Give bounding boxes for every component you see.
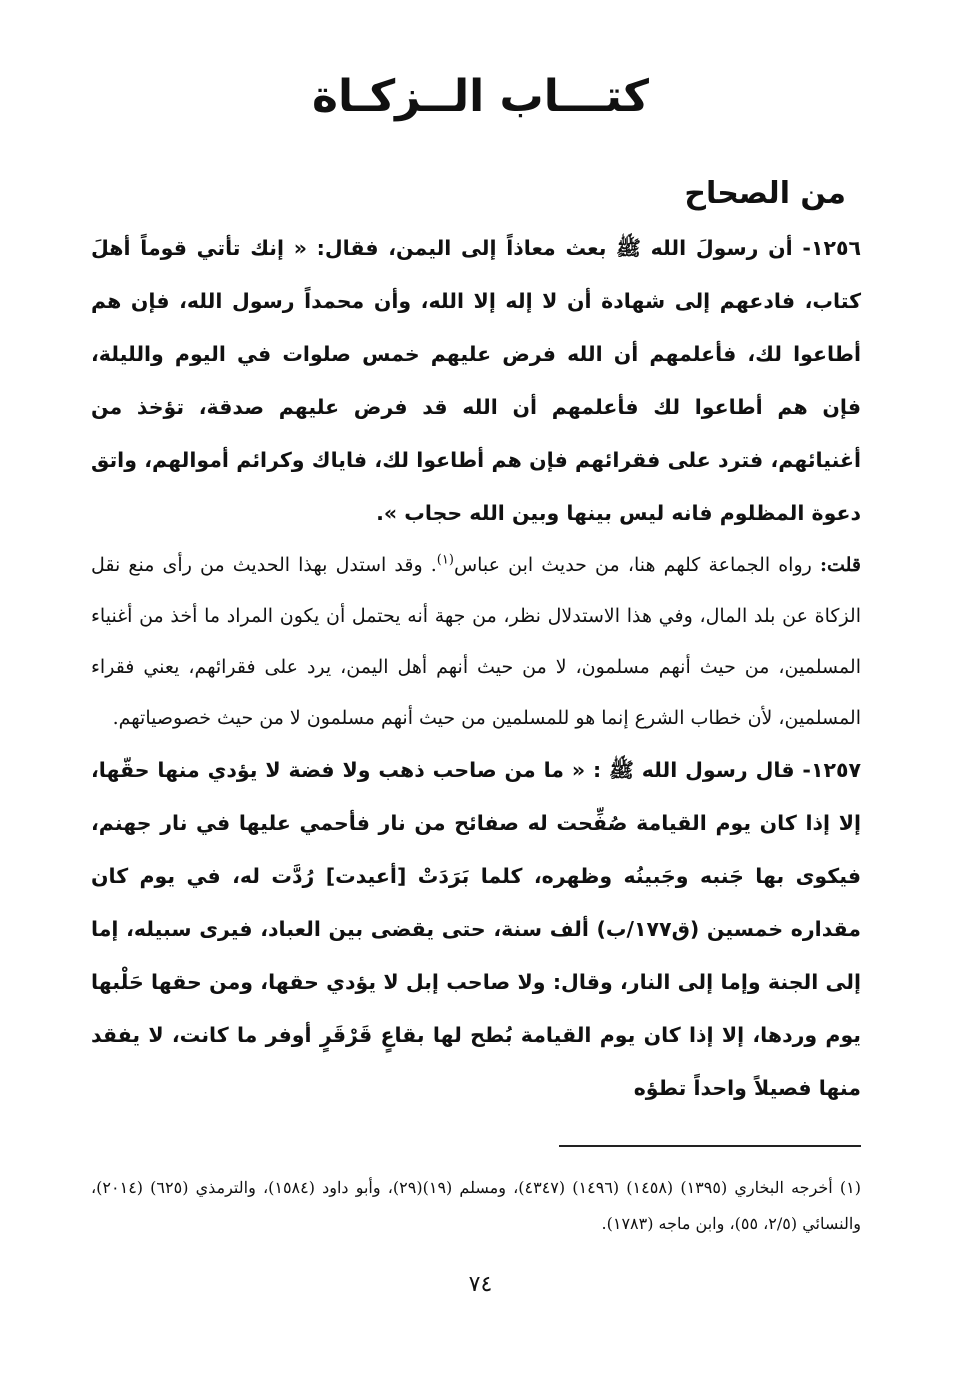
footnote-reference[interactable]: (١)	[436, 552, 454, 568]
hadith-1256: ١٢٥٦- أن رسولَ الله ﷺ بعث معاذاً إلى اليمن، فقال: « إنك تأتي قوماً أهلَ كتاب، فادعهم إلى شهادة أن لا إله إلا الله، وأن محمداً رسول الله، فإن هم أطاعوا لك، فأعلمهم أن الله فرض عليهم خمس صلوات في اليوم والليلة، فإن هم أطاعوا لك فأعلمهم أن الله قد فرض عليهم صدقة، تؤخذ من أغنيائهم، فترد على فقرائهم فإن هم أطاعوا لك، فاياك وكرائم أموالهم، واتق دعوة المظلوم فانه ليس بينها وبين الله حجاب ».	[91, 236, 861, 525]
page-number: ٧٤	[468, 1272, 493, 1297]
main-text	[91, 222, 861, 1115]
commentary-label: قلت:	[819, 554, 861, 576]
chapter-title: كتـــاب الــزكـاة	[312, 71, 649, 122]
commentary-paragraph	[91, 540, 861, 744]
commentary-text-part2: . وقد استدل بهذا الحديث من رأى منع نقل الزكاة عن بلد المال، وفي هذا الاستدلال نظر، من جهة أنه يحتمل أن يكون المراد ما أخذ من أغنياء المسلمين، من حيث أنهم مسلمون، لا من حيث أنهم أهل اليمن، يرد على فقرائهم، يعني فقراء المسلمين، لأن خطاب الشرع إنما هو للمسلمين من حيث أنهم مسلمون لا من حيث خصوصياتهم.	[91, 554, 861, 729]
hadith-1257: ١٢٥٧- قال رسول الله ﷺ : « ما من صاحب ذهب ولا فضة لا يؤدي منها حقّها، إلا إذا كان يوم القيامة صُفِّحت له صفائح من نار فأحمي عليها في نار جهنم، فيكوى بها جَنبه وجَبينُه وظهره، كلما بَرَدَتْ [أعيدت] رُدَّت له، في يوم كان مقداره خمسين (ق١٧٧/ب) ألف سنة، حتى يقضى بين العباد، فيرى سبيله، إما إلى الجنة وإما إلى النار، وقال: ولا صاحب إبل لا يؤدي حقها، ومن حقها حَلْبها يوم وردها، إلا إذا كان يوم القيامة بُطح لها بقاعٍ قَرْقَرٍ أوفر ما كانت، لا يفقد منها فصيلاً واحداً تطؤه	[91, 758, 862, 1100]
footnote-divider	[559, 1145, 861, 1147]
footnote-text: (١) أخرجه البخاري (١٣٩٥) (١٤٥٨) (١٤٩٦) (٤٣٤٧)، ومسلم (١٩)(٢٩)، وأبو داود (١٥٨٤)، والترمذي (٦٢٥) (٢٠١٤)، والنسائي (٢/٥، ٥٥)، وابن ماجه (١٧٨٣).	[91, 1178, 861, 1233]
commentary-text-part1: رواه الجماعة كلهم هنا، من حديث ابن عباس	[453, 554, 820, 576]
section-heading: من الصحاح	[684, 176, 846, 211]
